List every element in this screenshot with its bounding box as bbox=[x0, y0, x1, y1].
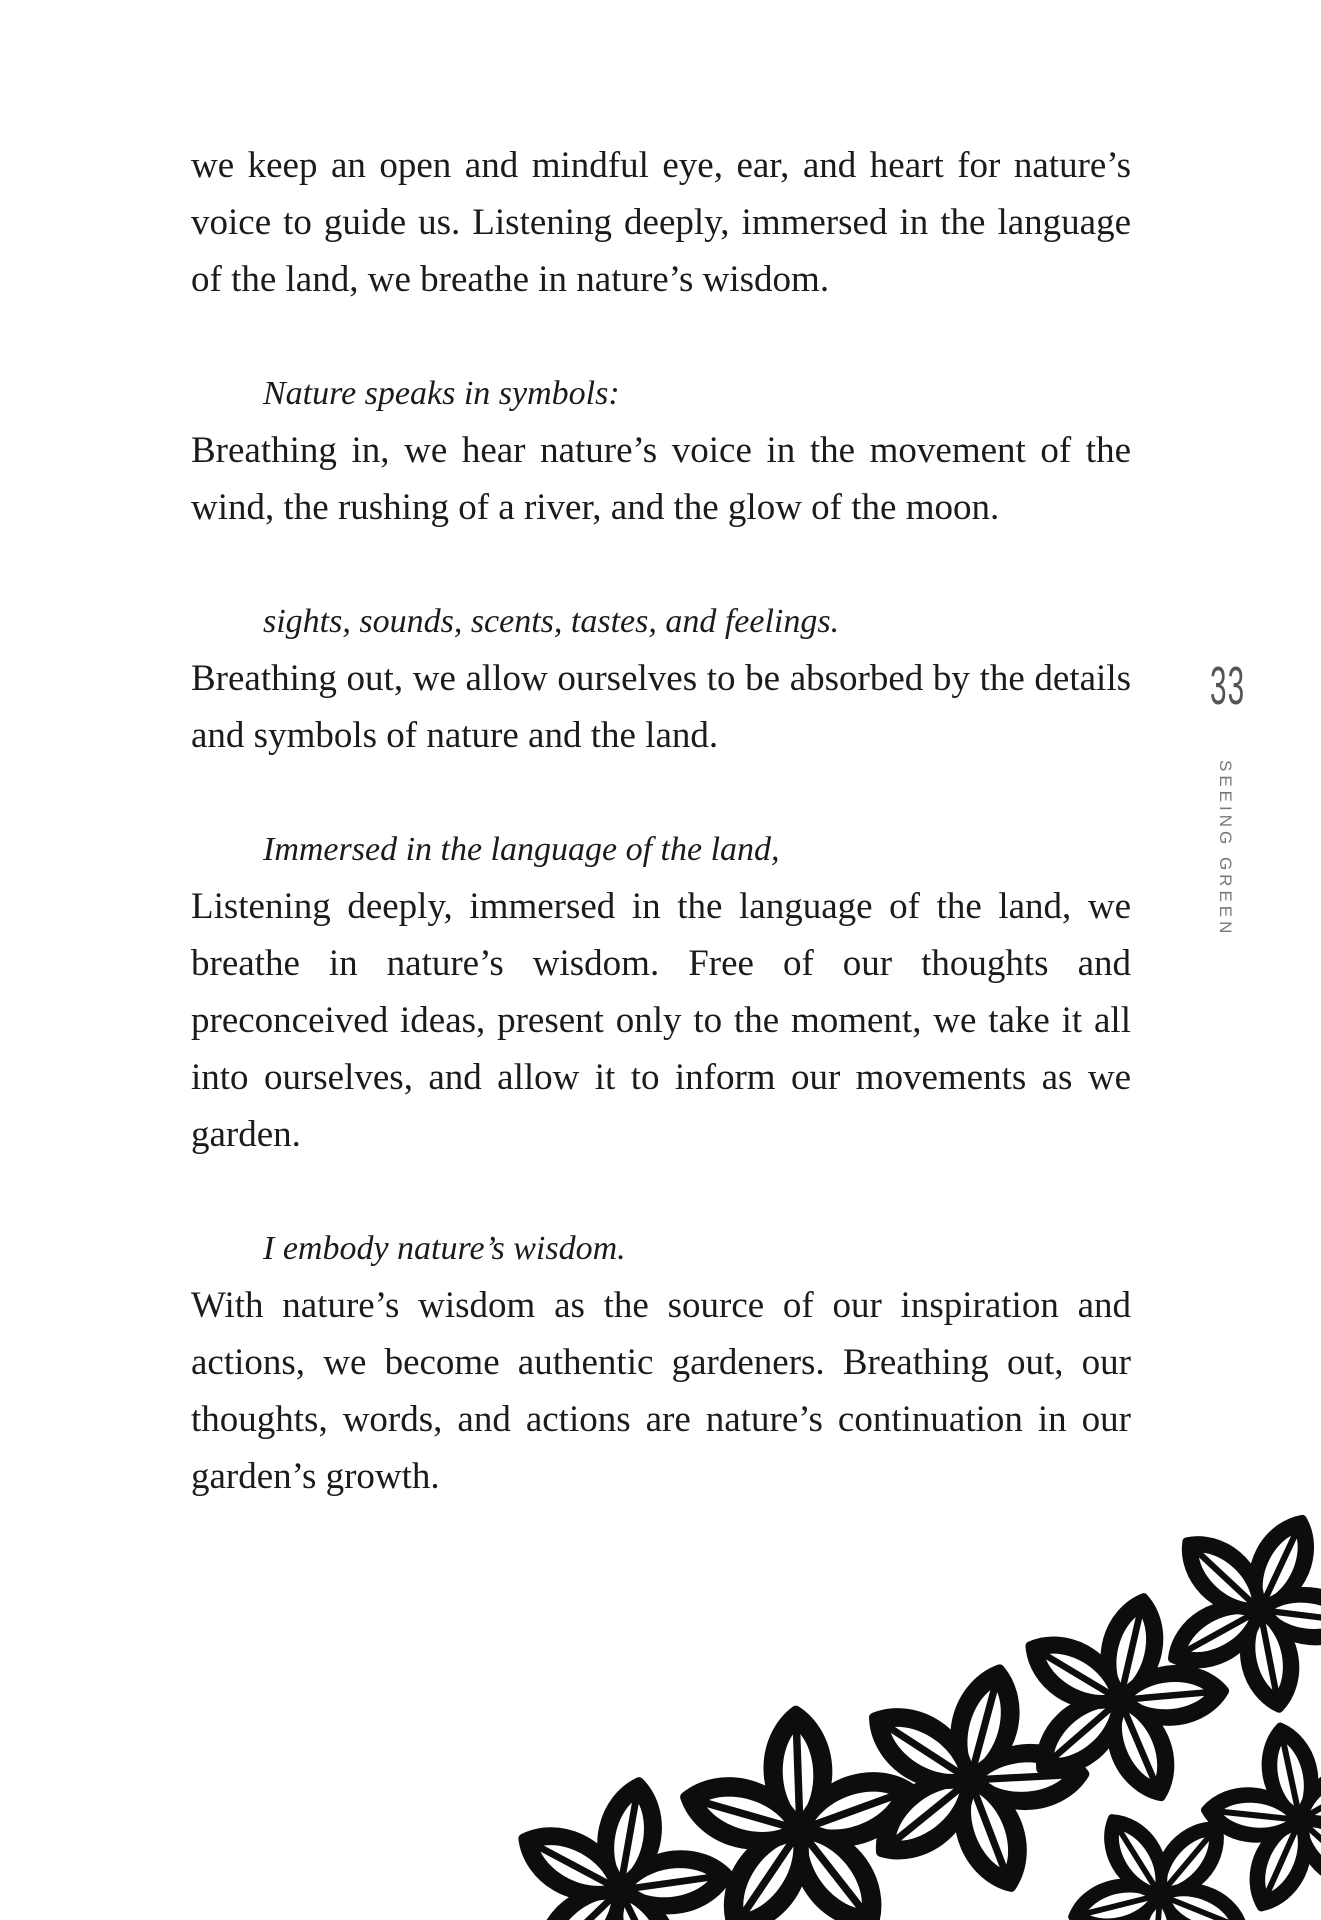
section-gap bbox=[191, 536, 1131, 593]
leaf-vein bbox=[980, 1775, 1064, 1779]
running-head: SEEING GREEN bbox=[1216, 760, 1235, 938]
section-gap bbox=[191, 1163, 1131, 1220]
leaf-cluster-icon bbox=[500, 1500, 1321, 1920]
verse-line-4: I embody nature’s wisdom. bbox=[263, 1230, 626, 1267]
intro-paragraph: we keep an open and mindful eye, ear, and heart for nature’s voice to guide us. Listening deeply, immersed in the language of the land, we breathe in nature’s wisdom. bbox=[191, 145, 1131, 300]
section-gap bbox=[191, 308, 1131, 365]
paragraph-4: With nature’s wisdom as the source of our inspiration and actions, we become authentic gardeners. Breathing out, our thoughts, words, and actions are nature’s continuation in our garden’s growth. bbox=[191, 1285, 1131, 1497]
page-number: 33 bbox=[1210, 656, 1246, 716]
paragraph-3: Listening deeply, immersed in the language of the land, we breathe in nature’s wisdom. Free of our thoughts and preconceived ideas, present only to the moment, we take it all into ourselves, and allow it to inform our movements as we garden. bbox=[191, 886, 1131, 1155]
leaf-cluster-illustration bbox=[500, 1500, 1321, 1920]
paragraph-1: Breathing in, we hear nature’s voice in the movement of the wind, the rushing of a river, and the glow of the moon. bbox=[191, 430, 1131, 528]
verse-line-2: sights, sounds, scents, tastes, and feelings. bbox=[263, 603, 840, 640]
verse-line-1: Nature speaks in symbols: bbox=[263, 375, 620, 412]
section-gap bbox=[191, 764, 1131, 821]
verse-line-3: Immersed in the language of the land, bbox=[263, 831, 780, 868]
leaf-vein bbox=[797, 1733, 800, 1820]
body-text bbox=[191, 137, 1131, 1505]
paragraph-2: Breathing out, we allow ourselves to be absorbed by the details and symbols of nature and the land. bbox=[191, 658, 1131, 756]
